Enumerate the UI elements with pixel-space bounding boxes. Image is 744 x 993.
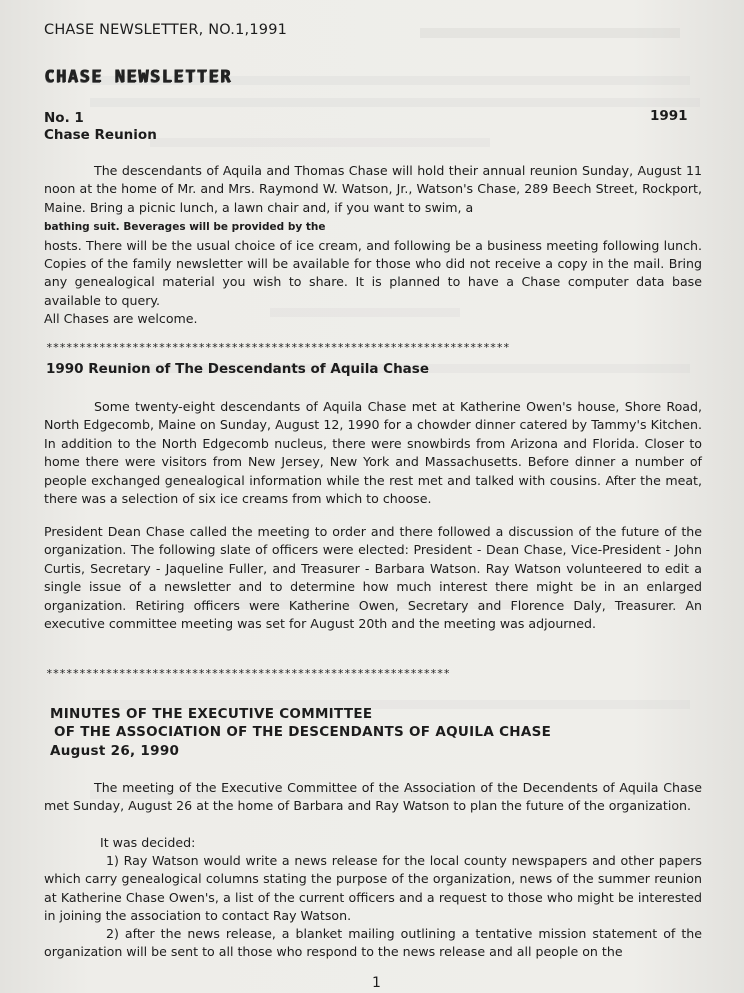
minutes-item-2 bbox=[44, 925, 702, 962]
minutes-date: August 26, 1990 bbox=[50, 743, 180, 759]
reunion-1990-paragraph bbox=[44, 398, 702, 508]
reunion-1990-text: Some twenty-eight descendants of Aquila Chase met at Katherine Owen's house, Shore Road, North Edgecomb, Maine on Sunday, August 12, 1990 for a chowder dinner catered by Tammy's Kitchen. In addition to the North Edgecomb nucleus, there were snowbirds from Arizona and Florida. Closer to home there were visitors from New Jersey, New York and Massachusetts. Before dinner a number of people exchanged genealogical information while the rest met and talked with cousins. After the meat, there was a selection of six ice creams from which to choose. bbox=[44, 399, 702, 507]
section-title-chase-reunion: Chase Reunion bbox=[44, 127, 157, 143]
reunion-text-2: hosts. There will be the usual choice of ice cream, and following be a business meeting following lunch. Copies of the family newsletter will be available for those who did not receive a copy in the mail. Bring any genealogical material you wish to share. It is planned to have a Chase computer data base available to query. bbox=[44, 237, 702, 308]
reunion-announcement bbox=[44, 162, 702, 329]
meeting-paragraph bbox=[44, 523, 702, 633]
minutes-item-1-text: 1) Ray Watson would write a news release for the local county newspapers and other papers which carry genealogical columns stating the purpose of the organization, news of the summer reunion at Katherine Chase Owen's, a list of the current officers and a request to those who might be interested in joining the association to contact Ray Watson. bbox=[44, 853, 702, 924]
minutes-intro-paragraph bbox=[44, 779, 702, 816]
reunion-text-3: All Chases are welcome. bbox=[44, 311, 198, 327]
meeting-text: President Dean Chase called the meeting to order and there followed a discussion of the future of the organization. The following slate of officers were elected: President - Dean Chase, Vice-President - John Curtis, Secretary - Jaqueline Fuller, and Treasurer - Barbara Watson. Ray Watson volunteered to edit a single issue of a newsletter and to determine how much interest there might be in an enlarged organization. Retiring officers were Katherine Owen, Secretary and Florence Daly, Treasurer. An executive committee meeting was set for August 20th and the meeting was adjourned. bbox=[44, 524, 702, 632]
page-number: 1 bbox=[372, 975, 381, 991]
separator-stars: ********************************************************************** bbox=[46, 341, 510, 354]
minutes-item-2-text: 2) after the news release, a blanket mailing outlining a tentative mission statement of the organization will be sent to all those who respond to the news release and all people on the bbox=[44, 926, 702, 960]
minutes-intro-text: The meeting of the Executive Committee of the Association of the Decendents of Aquila Chase met Sunday, August 26 at the home of Barbara and Ray Watson to plan the future of the organization. bbox=[44, 780, 702, 814]
section-title-1990-reunion: 1990 Reunion of The Descendants of Aquila Chase bbox=[46, 361, 429, 377]
running-header: CHASE NEWSLETTER, NO.1,1991 bbox=[44, 22, 288, 38]
minutes-title-line1: MINUTES OF THE EXECUTIVE COMMITTEE bbox=[50, 706, 373, 722]
reunion-text-bold: bathing suit. Beverages will be provided by the bbox=[44, 221, 326, 234]
it-was-decided: It was decided: bbox=[100, 835, 196, 850]
issue-year: 1991 bbox=[650, 108, 688, 124]
issue-number: No. 1 bbox=[44, 110, 84, 126]
minutes-title-line2: OF THE ASSOCIATION OF THE DESCENDANTS OF AQUILA CHASE bbox=[54, 724, 552, 740]
masthead-title: CHASE NEWSLETTER bbox=[44, 67, 232, 87]
reunion-text-1: The descendants of Aquila and Thomas Chase will hold their annual reunion Sunday, August 11 noon at the home of Mr. and Mrs. Raymond W. Watson, Jr., Watson's Chase, 289 Beech Street, Rockport, Maine. Bring a picnic lunch, a lawn chair and, if you want to swim, a bbox=[44, 163, 702, 215]
minutes-item-1 bbox=[44, 852, 702, 926]
separator-stars-2: ************************************************************* bbox=[46, 667, 450, 680]
